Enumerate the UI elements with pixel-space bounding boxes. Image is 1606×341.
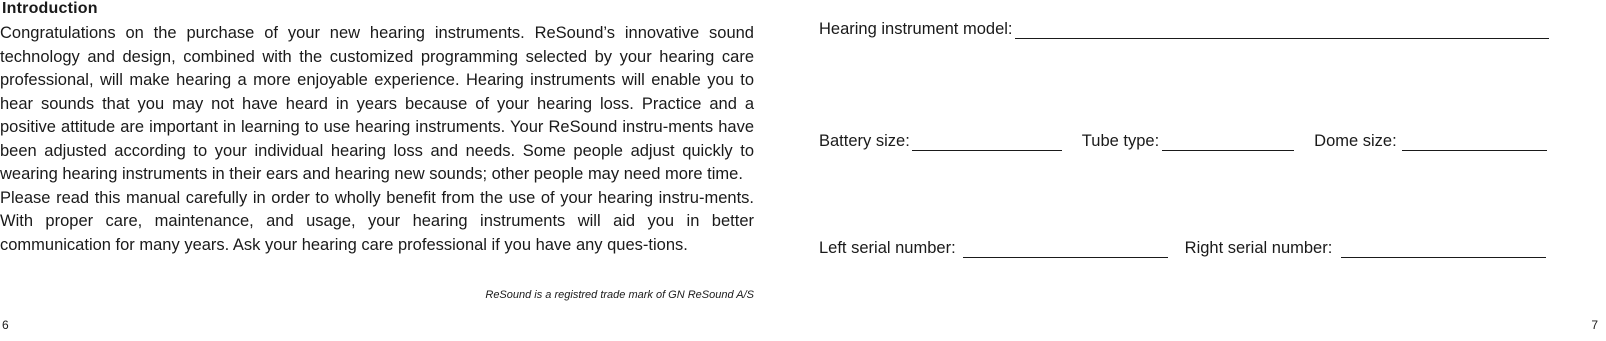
left-page bbox=[0, 0, 760, 341]
right-serial-label: Right serial number: bbox=[1184, 239, 1333, 257]
right-serial-field[interactable] bbox=[1341, 239, 1546, 258]
left-serial-field[interactable] bbox=[963, 239, 1168, 258]
page-number-left: 6 bbox=[2, 318, 9, 332]
model-label: Hearing instrument model: bbox=[819, 20, 1013, 38]
tube-type-field[interactable] bbox=[1162, 132, 1294, 151]
intro-paragraph-1: Congratulations on the purchase of your new hearing instruments. ReSound’s innovative sound technology and design, combined with the customized programming selected by your hearing care professional, will make hearing a more enjoyable experience. Hearing instruments will enable you to hear sounds that you may not have heard in years because of your hearing loss. Practice and a positive attitude are important in learning to use hearing instruments. Your ReSound instru-ments have been adjusted according to your individual hearing loss and needs. Some people adjust quickly to wearing hearing instruments in their ears and hearing new sounds; other people may need more time. bbox=[0, 24, 754, 183]
battery-size-field[interactable] bbox=[912, 132, 1062, 151]
dome-label: Dome size: bbox=[1314, 132, 1397, 150]
tube-label: Tube type: bbox=[1081, 132, 1160, 150]
battery-label: Battery size: bbox=[819, 132, 910, 150]
introduction-body bbox=[0, 22, 754, 257]
dome-size-field[interactable] bbox=[1402, 132, 1547, 151]
right-page bbox=[803, 0, 1606, 341]
trademark-note: ReSound is a registred trade mark of GN ReSound A/S bbox=[485, 289, 754, 301]
page-number-right: 7 bbox=[1591, 318, 1598, 332]
model-field[interactable] bbox=[1015, 20, 1549, 39]
section-heading: Introduction bbox=[2, 0, 98, 17]
sizes-field-row bbox=[819, 131, 1547, 151]
model-field-row bbox=[819, 19, 1549, 39]
serial-field-row bbox=[819, 238, 1546, 258]
intro-paragraph-2: Please read this manual carefully in order to wholly benefit from the use of your hearing instru-ments. With proper care, maintenance, and usage, your hearing instruments will aid you in better communication for many years. Ask your hearing care professional if you have any ques-tions. bbox=[0, 188, 754, 254]
left-serial-label: Left serial number: bbox=[819, 239, 956, 257]
